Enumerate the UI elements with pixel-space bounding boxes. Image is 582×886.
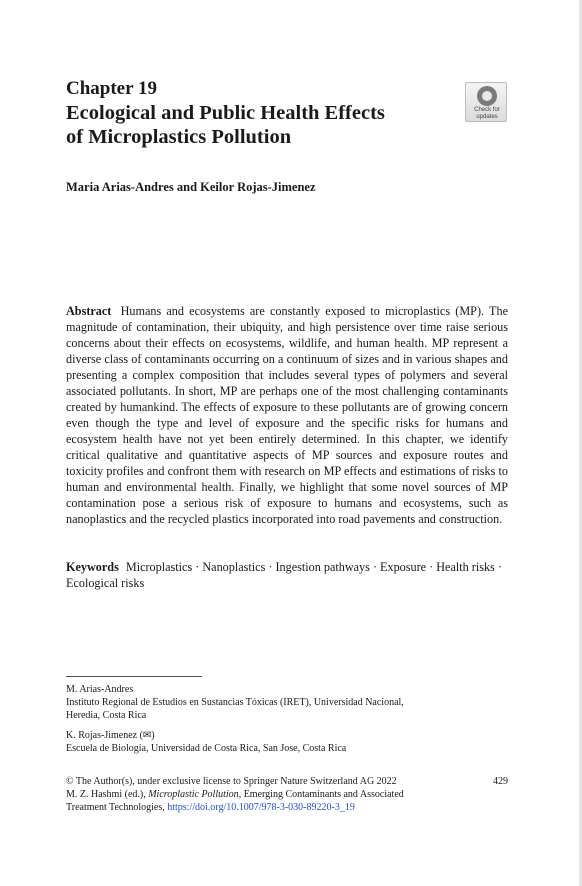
authors: Maria Arias-Andres and Keilor Rojas-Jimenez [66,180,316,194]
check-for-updates-icon [477,86,497,106]
abstract-label: Abstract [66,304,112,318]
chapter-title [66,101,446,149]
affiliation-2-name: K. Rojas-Jimenez [66,730,138,741]
citation-editor: M. Z. Hashmi (ed.), [66,789,146,800]
chapter-title-line1: Ecological and Public Health Effects [66,102,385,124]
copyright-line: © The Author(s), under exclusive license to Springer Nature Switzerland AG 2022 [66,776,397,787]
affiliation-2 [66,729,486,755]
badge-line2: updates [476,113,498,120]
affiliation-2-name-row [66,729,486,742]
citation-line-3 [66,801,486,814]
envelope-icon[interactable]: (✉) [139,730,155,741]
affiliation-1 [66,683,486,722]
footnote-divider [66,676,202,677]
keywords [66,559,508,591]
chapter-number: Chapter 19 [66,78,157,99]
abstract [66,303,508,527]
affiliation-1-line2: Heredia, Costa Rica [66,710,147,721]
copyright-block [66,775,486,814]
affiliation-2-line1: Escuela de Biología, Universidad de Costa Rica, San Jose, Costa Rica [66,743,347,754]
affiliation-1-name: M. Arias-Andres [66,684,134,695]
doi-link[interactable]: https://doi.org/10.1007/978-3-030-89220-3_19 [167,802,355,813]
abstract-text: Humans and ecosystems are constantly exposed to microplastics (MP). The magnitude of contamination, their ubiquity, and high persistence over time raise serious concerns about their effects on ecosystems, wildlife, and human health. MP represent a diverse class of contaminants occurring on a continuum of sizes and in various shapes and presenting a complex composition that includes several types of polymers and several associated pollutants. In short, MP are perhaps one of the most challenging contaminants created by humankind. The effects of exposure to these pollutants are of growing concern even though the type and level of exposure and the specific risks for humans and ecosystem health have not yet been entirely determined. In this chapter, we identify critical qualitative and quantitative aspects of MP sources and exposure routes and toxicity profiles and confront them with research on MP effects and estimations of risks to human and environmental health. Finally, we highlight that some novel sources of MP contamination pose a serious risk of exposure to humans and ecosystems, such as nanoplastics and the recycled plastics incorporated into road pavements and construction. [66,304,508,526]
keywords-label: Keywords [66,560,119,574]
chapter-title-line2: of Microplastics Pollution [66,126,292,148]
affiliation-1-line1: Instituto Regional de Estudios en Sustancias Tóxicas (IRET), Universidad Nacional, [66,697,404,708]
citation-series: , Emerging Contaminants and Associated [238,789,404,800]
check-for-updates-badge[interactable] [465,82,507,122]
citation-line [66,788,486,801]
badge-line1: Check for [474,107,500,113]
page-number: 429 [493,776,508,787]
book-title: Microplastic Pollution [148,789,239,800]
check-for-updates-label [466,107,508,120]
citation-series-end: Treatment Technologies, [66,802,165,813]
keywords-text: Microplastics · Nanoplastics · Ingestion pathways · Exposure · Health risks · Ecological risks [66,560,502,590]
